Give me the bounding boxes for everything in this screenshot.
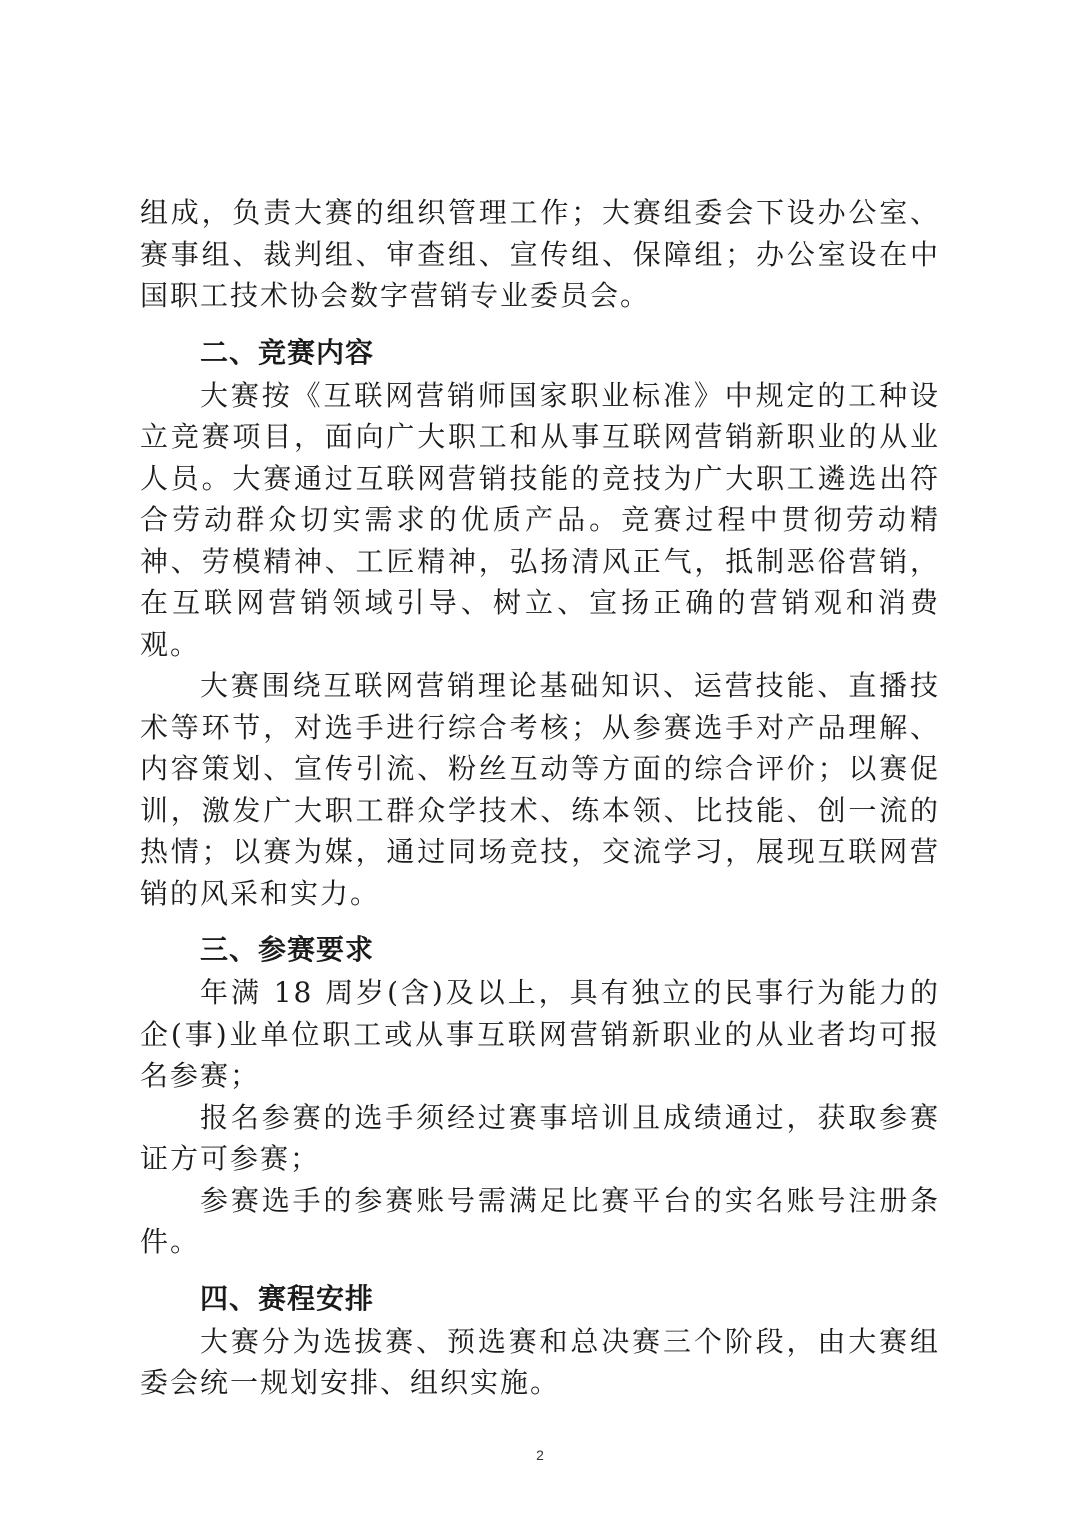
document-body	[140, 192, 940, 1404]
section-heading-schedule: 四、赛程安排	[200, 1281, 375, 1315]
paragraph-organization: 组成，负责大赛的组织管理工作；大赛组委会下设办公室、赛事组、裁判组、审查组、宣传组、保障组；办公室设在中国职工技术协会数字营销专业委员会。	[140, 196, 940, 312]
section-heading-requirements: 三、参赛要求	[200, 933, 375, 966]
paragraph-schedule: 大赛分为选拔赛、预选赛和总决赛三个阶段，由大赛组委会统一规划安排、组织实施。	[140, 1324, 940, 1399]
paragraph-requirement-account: 参赛选手的参赛账号需满足比赛平台的实名账号注册条件。	[140, 1183, 940, 1258]
paragraph-competition-assessment: 大赛围绕互联网营销理论基础知识、运营技能、直播技术等环节，对选手进行综合考核；从参赛选手对产品理解、内容策划、宣传引流、粉丝互动等方面的综合评价；以赛促训，激发广大职工群众学技术、练本领、比技能、创一流的热情；以赛为媒，通过同场竞技，交流学习，展现互联网营销的风采和实力。	[140, 669, 940, 910]
section-heading-competition-content: 二、竞赛内容	[200, 335, 375, 369]
paragraph-competition-items: 大赛按《互联网营销师国家职业标准》中规定的工种设立竞赛项目，面向广大职工和从事互联网营销新职业的从业人员。大赛通过互联网营销技能的竞技为广大职工遴选出符合劳动群众切实需求的优质产品。竞赛过程中贯彻劳动精神、劳模精神、工匠精神，弘扬清风正气，抵制恶俗营销，在互联网营销领域引导、树立、宣扬正确的营销观和消费观。	[140, 378, 940, 661]
paragraph-requirement-training: 报名参赛的选手须经过赛事培训且成绩通过，获取参赛证方可参赛；	[140, 1100, 940, 1175]
paragraph-requirement-age: 年满 18 周岁(含)及以上，具有独立的民事行为能力的企(事)业单位职工或从事互联网营销新职业的从业者均可报名参赛；	[140, 976, 940, 1092]
page-number: 2	[536, 1447, 544, 1463]
